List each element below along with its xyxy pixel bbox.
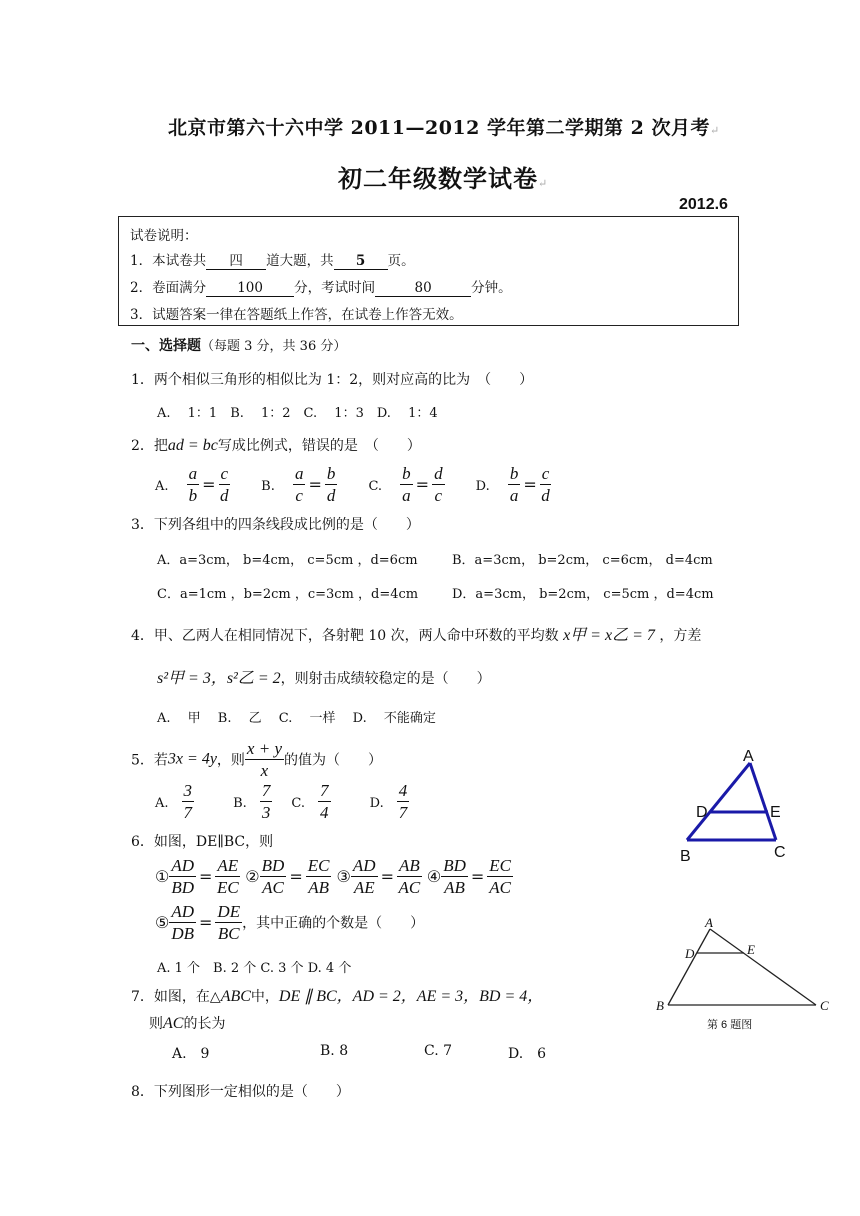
question-2-options: A. $\frac{a}{b}$ = $\frac{c}{d}$ B. $\frac{a}{c}$ = $\frac{b}{d}$ C. $\frac{b}{a}$ = $\frac{d}{c}$ D. $\frac{b}{a}$ = $\frac{c}{d}$ — [155, 464, 550, 505]
question-4-options: A. 甲 B. 乙 C. 一样 D. 不能确定 — [157, 711, 436, 726]
question-5-stem: 5．若3x = 4y，则 $\frac{x + y}{x}$ 的值为（ ） — [131, 739, 382, 780]
question-3-option-d: D．a=3cm， b=2cm， c=5cm ，d=4cm — [452, 587, 714, 602]
vertex-label-c: C — [820, 998, 829, 1013]
vertex-label-d: D — [696, 804, 708, 821]
vertex-label-d: D — [685, 946, 695, 961]
question-7-stem-2: 则AC的长为 — [149, 1015, 226, 1032]
triangle-lines — [687, 763, 776, 840]
section-heading: 一、选择题（每题 3 分，共 36 分） — [131, 338, 347, 354]
triangle-figure-top — [670, 745, 810, 870]
figure-caption: 第 6 题图 — [707, 1019, 753, 1031]
variance-expression: s²甲 = 3，s²乙 = 2 — [157, 670, 281, 687]
vertex-label-e: E — [770, 804, 781, 821]
question-3-option-b: B．a=3cm， b=2cm， c=6cm， d=4cm — [452, 553, 713, 568]
question-2-stem: 2．把ad = bc写成比例式，错误的是 （ ） — [131, 437, 421, 454]
exam-subtitle: 初二年级数学试卷↵ — [338, 164, 549, 193]
instructions-line-3: 3．试题答案一律在答题纸上作答，在试卷上作答无效。 — [130, 307, 463, 323]
question-6-options-row-2: ⑤ $\frac{AD}{DB}$ = $\frac{DE}{BC}$ ，其中正确的个数是（ ） — [155, 902, 425, 943]
vertex-label-e: E — [747, 942, 755, 957]
question-5-options: A. $\frac{3}{7}$ B. $\frac{7}{3}$ C. $\frac{7}{4}$ D. $\frac{4}{7}$ — [155, 781, 408, 822]
question-1-stem: 1．两个相似三角形的相似比为 1：2，则对应高的比为 （ ） — [131, 372, 534, 388]
question-1-options: A. 1：1 B. 1：2 C. 1：3 D. 1：4 — [157, 406, 438, 421]
vertex-label-b: B — [680, 848, 691, 865]
question-7-options: A. 9 B. 8 C. 7 D. 6 — [172, 1043, 547, 1062]
vertex-label-a: A — [705, 915, 713, 930]
vertex-label-b: B — [656, 998, 664, 1013]
instructions-line-1: 1．本试卷共 四 道大题，共 5 页。 — [130, 249, 415, 270]
vertex-label-a: A — [743, 748, 754, 765]
exam-header-title: 北京市第六十六中学 2011—2012 学年第二学期第 2 次月考↵ — [168, 117, 720, 139]
question-3-option-c: C．a=1cm ，b=2cm ，c=3cm ，d=4cm — [157, 587, 419, 602]
instructions-label: 试卷说明： — [130, 228, 198, 244]
question-3-option-a: A．a=3cm， b=4cm， c=5cm ，d=6cm — [157, 553, 418, 568]
exam-date: 2012.6 — [679, 196, 728, 213]
question-6-options-row-1: ① $\frac{AD}{BD}$ = $\frac{AE}{EC}$ ② $\frac{BD}{AC}$ = $\frac{EC}{AB}$ ③ $\frac{AD}{AE}$ = $\frac{AB}{AC}$ ④ $\frac{BD}{AB}$ = $\frac{EC}{AC}$ — [155, 856, 511, 897]
question-6-stem: 6．如图，DE∥BC，则 — [131, 834, 274, 850]
question-7-stem: 7．如图，在△ABC中，DE ∥ BC，AD = 2，AE = 3，BD = 4， — [131, 988, 544, 1005]
vertex-label-c: C — [774, 844, 786, 861]
instructions-line-2: 2．卷面满分 100 分，考试时间 80 分钟。 — [130, 280, 512, 296]
question-4-stem: 4．甲、乙两人在相同情况下，各射靶 10 次，两人命中环数的平均数 x甲 = x乙 = 7 ，方差 — [131, 627, 702, 644]
question-4-stem-2: s²甲 = 3，s²乙 = 2，则射击成绩较稳定的是（ ） — [157, 670, 491, 687]
mean-expression: x甲 = x乙 = 7 — [563, 627, 655, 644]
question-3-stem: 3．下列各组中的四条线段成比例的是（ ） — [131, 517, 420, 533]
question-8-stem: 8．下列图形一定相似的是（ ） — [131, 1084, 350, 1100]
instructions-box — [118, 216, 739, 326]
triangle-figure-bottom — [650, 913, 840, 1038]
question-6-options: A. 1 个 B. 2 个 C. 3 个 D. 4 个 — [157, 961, 352, 976]
